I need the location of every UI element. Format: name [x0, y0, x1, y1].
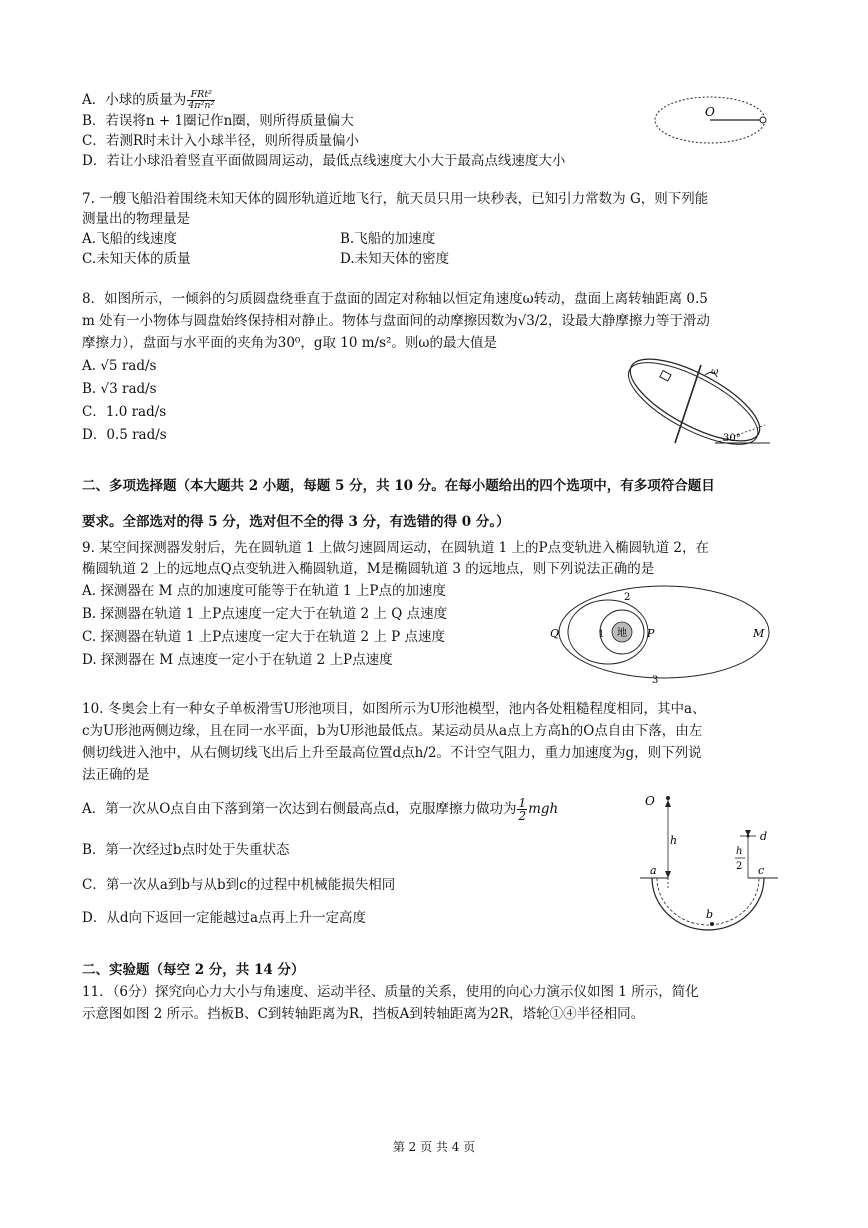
- page-footer: 第 2 页 共 4 页: [392, 1140, 476, 1154]
- section2-heading-line1: 二、多项选择题（本大题共 2 小题，每题 5 分，共 10 分。在每小题给出的四个选项中，有多项符合题目: [82, 478, 715, 494]
- q6-option-d: D．若让小球沿着竖直平面做圆周运动，最低点线速度大小大于最高点线速度大小: [82, 153, 566, 169]
- q7-stem-line2: 测量出的物理量是: [82, 211, 190, 227]
- q8-stem-line3: 摩擦力），盘面与水平面的夹角为30⁰，g取 10 m/s²。则ω的最大值是: [82, 335, 497, 351]
- q8-stem-line1: 8．如图所示，一倾斜的匀质圆盘绕垂直于盘面的固定对称轴以恒定角速度ω转动，盘面上离转轴距离 0.5: [82, 291, 708, 307]
- fig-d-label: d: [760, 830, 768, 843]
- q6-option-a: [82, 90, 216, 111]
- fig-c-label: c: [758, 864, 765, 877]
- q9-option-c: C. 探测器在轨道 1 上P点速度一定大于在轨道 2 上 P 点速度: [82, 629, 446, 645]
- q10-stem-line4: 法正确的是: [82, 767, 150, 783]
- q6-figure-orbit: [650, 90, 780, 150]
- fig-o-label: O: [645, 794, 655, 808]
- q7-stem-line1: 7. 一艘飞船沿着围绕未知天体的圆形轨道近地飞行，航天员只用一块秒表，已知引力常数为 G，则下列能: [82, 191, 709, 207]
- q8-option-d: D．0.5 rad/s: [82, 427, 167, 443]
- q7-option-a: A.飞船的线速度: [82, 231, 178, 247]
- fig-omega-label: ω: [711, 367, 719, 377]
- fig-h-label: h: [670, 834, 678, 847]
- q8-stem-line2: m 处有一小物体与圆盘始终保持相对静止。物体与盘面间的动摩擦因数为√3/2，设最大静摩擦力等于滑动: [82, 313, 710, 329]
- q6-option-a-text: A．小球的质量为: [82, 92, 187, 108]
- q9-option-a: A. 探测器在 M 点的加速度可能等于在轨道 1 上P点的加速度: [82, 583, 446, 599]
- fig-m-label: M: [753, 627, 765, 640]
- q10-option-a-mgh: mgh: [528, 801, 559, 817]
- q10-option-d: D．从d向下返回一定能越过a点再上升一定高度: [82, 910, 367, 926]
- fig-earth-label: 地: [617, 628, 627, 639]
- frac-numerator: FRt²: [187, 90, 215, 101]
- q9-figure-orbits: [540, 580, 780, 685]
- q6-option-b: B．若误将n + 1圈记作n圈，则所得质量偏大: [82, 113, 354, 129]
- q6-option-a-fraction: [187, 90, 215, 111]
- q7-option-c: C.未知天体的质量: [82, 251, 191, 267]
- fig-label-o: O: [705, 105, 715, 119]
- fig-q-label: Q: [550, 627, 560, 640]
- fig-h2-num: h: [736, 846, 743, 857]
- q9-stem-line2: 椭圆轨道 2 上的远地点Q点变轨进入椭圆轨道，M是椭圆轨道 3 的远地点，则下列说法正确的是: [82, 561, 655, 577]
- section2-heading-line2: 要求。全部选对的得 5 分，选对但不全的得 3 分，有选错的得 0 分。）: [82, 514, 510, 530]
- fig-b-label: b: [706, 908, 714, 921]
- q8-option-c: C．1.0 rad/s: [82, 404, 167, 420]
- q7-option-d: D.未知天体的密度: [340, 251, 450, 267]
- q10-option-c: C．第一次从a到b与从b到c的过程中机械能损失相同: [82, 877, 396, 893]
- q11-stem-line2: 示意图如图 2 所示。挡板B、C到转轴距离为R，挡板A到转轴距离为2R，塔轮①④半径相同。: [82, 1006, 645, 1022]
- q10-stem-line3: 侧切线进入池中，从右侧切线飞出后上升至最高位置d点h/2。不计空气阻力，重力加速度为g，则下列说: [82, 745, 702, 761]
- q8-option-a: A. √5 rad/s: [82, 358, 157, 374]
- fig-orbit1-label: 1: [598, 629, 605, 640]
- section3-heading: 二、实验题（每空 2 分，共 14 分）: [82, 962, 305, 978]
- fig-orbit3-label: 3: [652, 675, 659, 685]
- fig-angle-label: 30°: [723, 433, 741, 444]
- frac-denominator: 4π²n²: [188, 100, 215, 111]
- q10-option-a: [82, 797, 558, 822]
- frac-numerator: 1: [518, 796, 527, 810]
- q10-option-a-text: A．第一次从O点自由下落到第一次达到右侧最高点d，克服摩擦力做功为: [82, 801, 517, 817]
- fig-a-label: a: [650, 864, 657, 877]
- fig-h2-den: 2: [736, 861, 743, 872]
- q10-figure-u-pool: [640, 790, 780, 940]
- q10-option-a-fraction: [517, 797, 527, 822]
- q9-stem-line1: 9. 某空间探测器发射后，先在圆轨道 1 上做匀速圆周运动，在圆轨道 1 上的P点变轨进入椭圆轨道 2，在: [82, 540, 709, 556]
- q6-option-c: C．若测R时未计入小球半径，则所得质量偏小: [82, 133, 359, 149]
- q7-option-b: B.飞船的加速度: [340, 231, 436, 247]
- frac-denominator: 2: [518, 809, 527, 823]
- fig-p-label: P: [647, 627, 655, 640]
- fig-orbit2-label: 2: [624, 592, 631, 603]
- q10-option-b: B．第一次经过b点时处于失重状态: [82, 842, 290, 858]
- q8-option-b: B. √3 rad/s: [82, 381, 157, 397]
- q8-figure-tilted-disk: [615, 355, 775, 455]
- q10-stem-line2: c为U形池两侧边缘，且在同一水平面，b为U形池最低点。某运动员从a点上方高h的O点自由下落，由左: [82, 723, 703, 739]
- q10-stem-line1: 10. 冬奥会上有一种女子单板滑雪U形池项目，如图所示为U形池模型，池内各处粗糙程度相同，其中a、: [82, 701, 706, 717]
- q9-option-d: D. 探测器在 M 点速度一定小于在轨道 2 上P点速度: [82, 652, 393, 668]
- q11-stem-line1: 11．（6分）探究向心力大小与角速度、运动半径、质量的关系，使用的向心力演示仪如图 1 所示，简化: [82, 984, 699, 1000]
- q9-option-b: B. 探测器在轨道 1 上P点速度一定大于在轨道 2 上 Q 点速度: [82, 606, 448, 622]
